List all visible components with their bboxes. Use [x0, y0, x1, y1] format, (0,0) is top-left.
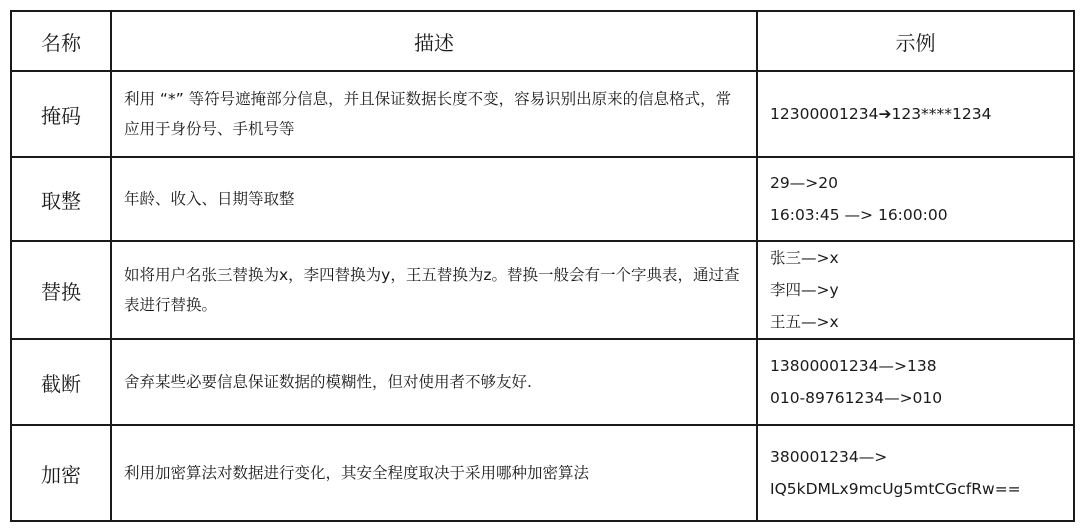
table-row — [11, 339, 1074, 425]
method-example — [757, 241, 1074, 339]
method-description: 如将用户名张三替换为x，李四替换为y，王五替换为z。替换一般会有一个字典表，通过查表进行替换。 — [111, 241, 757, 339]
example-line: 李四—>y — [770, 281, 839, 299]
example-line: 王五—>x — [770, 313, 839, 331]
method-name: 替换 — [11, 241, 111, 339]
header-description: 描述 — [111, 11, 757, 71]
example-line: 张三—>x — [770, 249, 839, 267]
table-row — [11, 241, 1074, 339]
masking-methods-table — [10, 10, 1075, 522]
method-example — [757, 425, 1074, 521]
method-description: 舍弃某些必要信息保证数据的模糊性，但对使用者不够友好. — [111, 339, 757, 425]
method-example — [757, 339, 1074, 425]
method-description: 利用加密算法对数据进行变化，其安全程度取决于采用哪种加密算法 — [111, 425, 757, 521]
method-name: 截断 — [11, 339, 111, 425]
example-line: 16:03:45 —> 16:00:00 — [770, 206, 948, 224]
method-name: 加密 — [11, 425, 111, 521]
example-line: 29—>20 — [770, 174, 838, 192]
method-name: 掩码 — [11, 71, 111, 157]
header-example: 示例 — [757, 11, 1074, 71]
example-line: IQ5kDMLx9mcUg5mtCGcfRw== — [770, 480, 1021, 498]
method-description: 利用 “*” 等符号遮掩部分信息，并且保证数据长度不变，容易识别出原来的信息格式，常应用于身份号、手机号等 — [111, 71, 757, 157]
method-example — [757, 157, 1074, 241]
example-line: 12300001234➔123****1234 — [770, 105, 992, 123]
table-row — [11, 71, 1074, 157]
example-line: 13800001234—>138 — [770, 357, 937, 375]
method-name: 取整 — [11, 157, 111, 241]
example-line: 380001234—> — [770, 448, 888, 466]
method-example — [757, 71, 1074, 157]
example-line: 010-89761234—>010 — [770, 389, 943, 407]
header-name: 名称 — [11, 11, 111, 71]
method-description: 年龄、收入、日期等取整 — [111, 157, 757, 241]
table-header-row — [11, 11, 1074, 71]
table-row — [11, 157, 1074, 241]
table-row — [11, 425, 1074, 521]
